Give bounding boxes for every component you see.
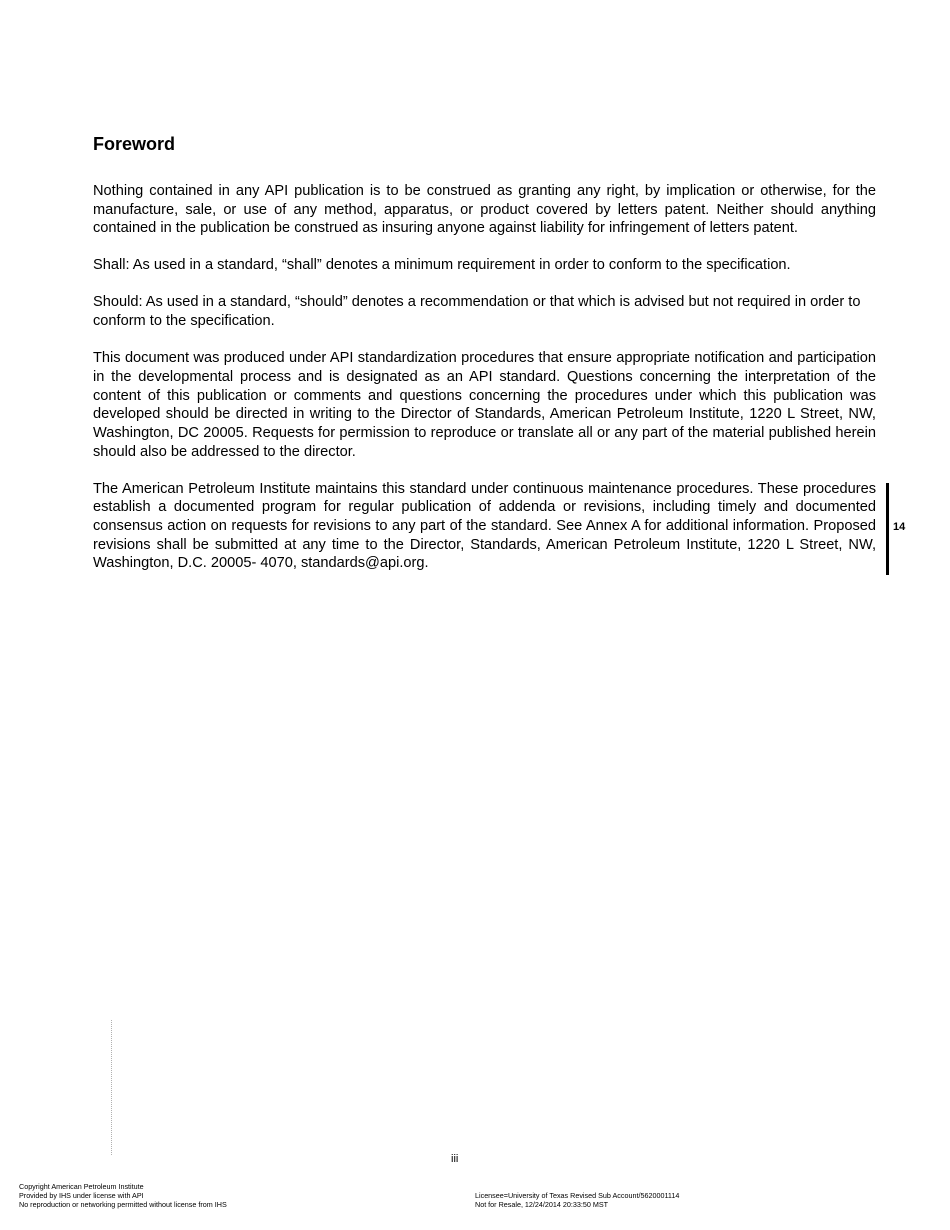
foreword-body bbox=[93, 182, 876, 591]
footer-resale-line: Not for Resale, 12/24/2014 20:33:50 MST bbox=[475, 1200, 609, 1209]
footer-licensee-line: Licensee=University of Texas Revised Sub Account/5620001114 bbox=[475, 1191, 680, 1200]
paragraph-standardization-procedures: This document was produced under API standardization procedures that ensure appropriate notification and participation in the developmental process and is designated as an API standard. Questions concerning the interpretation of the content of this publication or comments and questions concerning the procedures under which this publication was developed should be directed in writing to the Director of Standards, American Petroleum Institute, 1220 L Street, NW, Washington, DC 20005. Requests for permission to reproduce or translate all or any part of the material published herein should also be addressed to the director. bbox=[93, 350, 876, 460]
paragraph-patent-disclaimer: Nothing contained in any API publication is to be construed as granting any right, by implication or otherwise, for the manufacture, sale, or use of any method, apparatus, or product covered by letters patent. Neither should anything contained in the publication be construed as insuring anyone against liability for infringement of letters patent. bbox=[93, 183, 876, 237]
footer-copyright bbox=[19, 1182, 227, 1209]
page-number: iii bbox=[451, 1153, 459, 1165]
revision-change-bar bbox=[886, 483, 889, 575]
footer-licensee bbox=[475, 1191, 679, 1209]
footer-copyright-line: Copyright American Petroleum Institute bbox=[19, 1182, 144, 1191]
revision-change-label: 14 bbox=[893, 521, 906, 533]
footer-reproduction-line: No reproduction or networking permitted without license from IHS bbox=[19, 1200, 227, 1209]
footer-license-line: Provided by IHS under license with API bbox=[19, 1191, 144, 1200]
paragraph-shall-definition: Shall: As used in a standard, “shall” denotes a minimum requirement in order to conform to the specification. bbox=[93, 257, 791, 274]
page-title: Foreword bbox=[93, 134, 176, 154]
scan-artifact-dotted-line bbox=[111, 1020, 112, 1155]
paragraph-should-definition: Should: As used in a standard, “should” denotes a recommendation or that which is advised but not required in order to conform to the specification. bbox=[93, 294, 861, 330]
paragraph-continuous-maintenance: The American Petroleum Institute maintains this standard under continuous maintenance procedures. These procedures establish a documented program for regular publication of addenda or revisions, including timely and documented consensus action on requests for revisions to any part of the standard. See Annex A for additional information. Proposed revisions shall be submitted at any time to the Director, Standards, American Petroleum Institute, 1220 L Street, NW, Washington, D.C. 20005- 4070, standards@api.org. bbox=[93, 480, 876, 572]
